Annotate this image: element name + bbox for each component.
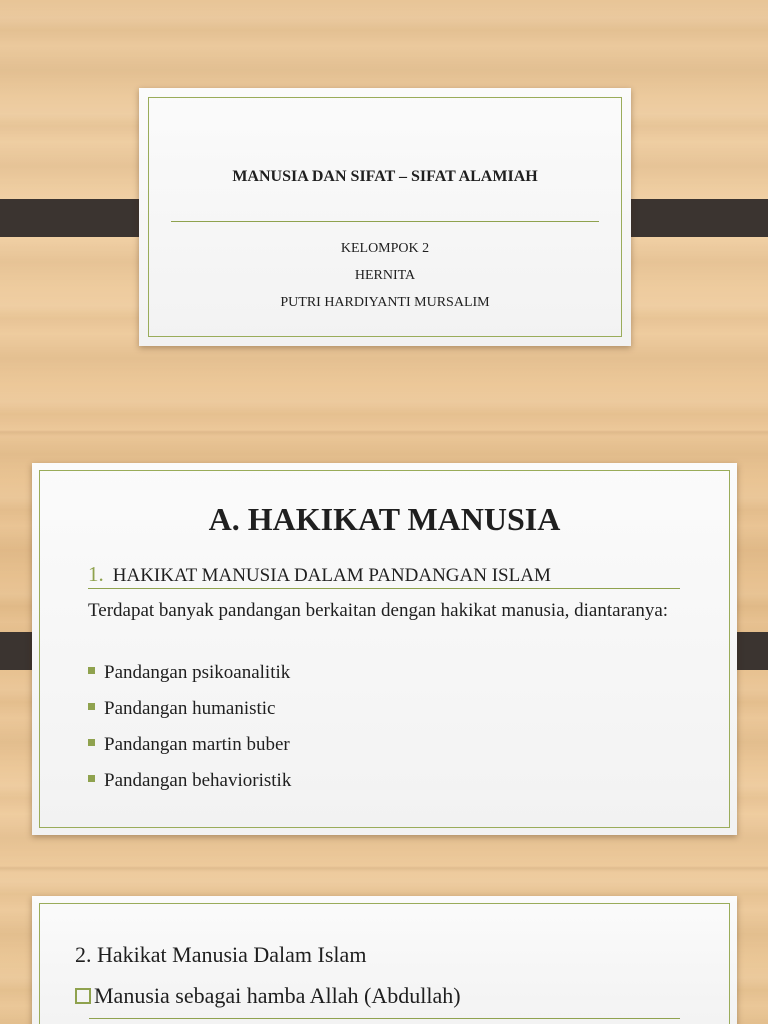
list-item bbox=[88, 659, 291, 695]
hollow-square-bullet-icon bbox=[75, 988, 91, 1004]
item-divider bbox=[89, 1018, 680, 1019]
views-list bbox=[88, 659, 291, 803]
checkbox-item bbox=[75, 983, 461, 1009]
list-item-text: Pandangan martin buber bbox=[104, 734, 290, 755]
subtitle-number: 1. bbox=[88, 562, 104, 586]
square-bullet-icon bbox=[88, 775, 95, 782]
square-bullet-icon bbox=[88, 703, 95, 710]
slide-heading: A. HAKIKAT MANUSIA bbox=[208, 501, 561, 537]
list-item bbox=[88, 731, 291, 767]
title-divider bbox=[171, 221, 599, 222]
strap-right-1 bbox=[613, 199, 768, 237]
member-name: HERNITA bbox=[354, 268, 416, 283]
list-item bbox=[88, 695, 291, 731]
list-item bbox=[88, 767, 291, 803]
list-item-text: Pandangan behavioristik bbox=[104, 770, 292, 791]
strap-left-1 bbox=[0, 199, 156, 237]
member-name: PUTRI HARDIYANTI MURSALIM bbox=[280, 295, 490, 310]
slide-hakikat-manusia[interactable] bbox=[32, 463, 737, 835]
square-bullet-icon bbox=[88, 667, 95, 674]
slide-title-heading: MANUSIA DAN SIFAT – SIFAT ALAMIAH bbox=[232, 168, 538, 185]
checkbox-item-text: Manusia sebagai hamba Allah (Abdullah) bbox=[94, 983, 461, 1008]
subtitle-text: HAKIKAT MANUSIA DALAM PANDANGAN ISLAM bbox=[112, 565, 551, 586]
slide-heading: 2. Hakikat Manusia Dalam Islam bbox=[75, 942, 367, 967]
slide-title[interactable] bbox=[139, 88, 631, 346]
slide-hakikat-islam[interactable] bbox=[32, 896, 737, 1024]
list-item-text: Pandangan psikoanalitik bbox=[104, 662, 291, 683]
group-info bbox=[139, 235, 631, 316]
list-item-text: Pandangan humanistic bbox=[104, 698, 276, 719]
section-subtitle bbox=[88, 562, 680, 589]
group-name: KELOMPOK 2 bbox=[340, 241, 430, 256]
intro-paragraph: Terdapat banyak pandangan berkaitan dengan hakikat manusia, diantaranya: bbox=[88, 600, 669, 621]
square-bullet-icon bbox=[88, 739, 95, 746]
